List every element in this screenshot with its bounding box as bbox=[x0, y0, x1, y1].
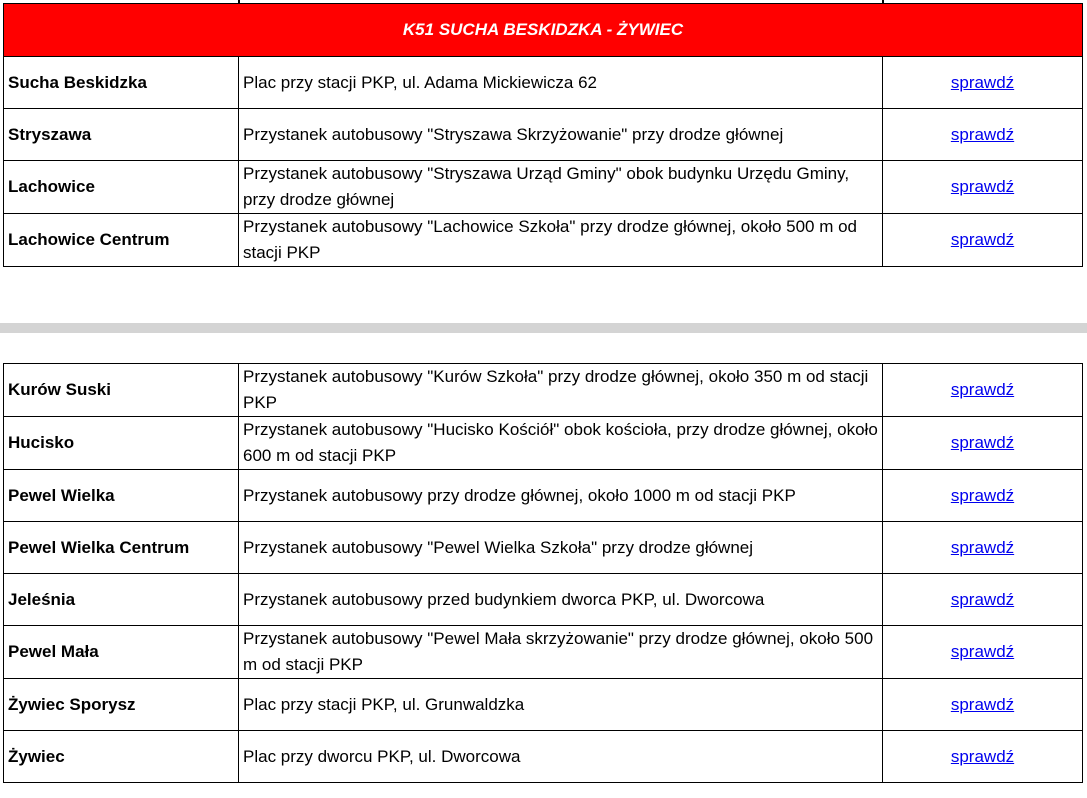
link-cell bbox=[883, 109, 1083, 161]
stop-name: Lachowice Centrum bbox=[4, 214, 239, 267]
check-link[interactable]: sprawdź bbox=[950, 380, 1015, 399]
table-row bbox=[4, 731, 1083, 783]
check-link[interactable]: sprawdź bbox=[950, 537, 1015, 557]
check-link[interactable]: sprawdź bbox=[950, 746, 1015, 766]
stop-description: Plac przy dworcu PKP, ul. Dworcowa bbox=[239, 731, 883, 783]
stop-name: Żywiec bbox=[4, 731, 239, 783]
table-row bbox=[4, 679, 1083, 731]
stop-description: Przystanek autobusowy "Pewel Wielka Szkoła" przy drodze głównej bbox=[239, 522, 883, 574]
check-link[interactable]: sprawdź bbox=[950, 589, 1015, 609]
stop-name: Stryszawa bbox=[4, 109, 239, 161]
stop-name: Kurów Suski bbox=[4, 364, 239, 417]
stop-name: Pewel Wielka bbox=[4, 470, 239, 522]
link-cell bbox=[883, 364, 1083, 417]
table-row bbox=[4, 364, 1083, 417]
link-cell bbox=[883, 161, 1083, 214]
section-divider bbox=[0, 323, 1087, 333]
stop-name: Sucha Beskidzka bbox=[4, 57, 239, 109]
stop-description: Przystanek autobusowy "Hucisko Kościół" obok kościoła, przy drodze głównej, około 600 m od stacji PKP bbox=[239, 417, 883, 470]
stop-description: Plac przy stacji PKP, ul. Grunwaldzka bbox=[239, 679, 883, 731]
link-cell bbox=[883, 57, 1083, 109]
check-link[interactable]: sprawdź bbox=[950, 485, 1015, 505]
link-cell bbox=[883, 626, 1083, 679]
stop-name: Lachowice bbox=[4, 161, 239, 214]
check-link[interactable]: sprawdź bbox=[950, 124, 1015, 144]
check-link[interactable]: sprawdź bbox=[950, 177, 1015, 196]
stop-description: Przystanek autobusowy "Stryszawa Skrzyżowanie" przy drodze głównej bbox=[239, 109, 883, 161]
route-title: K51 SUCHA BESKIDZKA - ŻYWIEC bbox=[4, 4, 1083, 57]
stop-description: Przystanek autobusowy "Pewel Mała skrzyżowanie" przy drodze głównej, około 500 m od stacji PKP bbox=[239, 626, 883, 679]
stop-name: Żywiec Sporysz bbox=[4, 679, 239, 731]
table-row bbox=[4, 161, 1083, 214]
route-header-row bbox=[4, 4, 1083, 57]
stops-table-bottom bbox=[3, 363, 1083, 783]
stop-description: Przystanek autobusowy "Stryszawa Urząd Gminy" obok budynku Urzędu Gminy, przy drodze głównej bbox=[239, 161, 883, 214]
link-cell bbox=[883, 522, 1083, 574]
table-row bbox=[4, 109, 1083, 161]
link-cell bbox=[883, 214, 1083, 267]
stop-name: Hucisko bbox=[4, 417, 239, 470]
check-link[interactable]: sprawdź bbox=[950, 230, 1015, 249]
check-link[interactable]: sprawdź bbox=[950, 642, 1015, 661]
table-row bbox=[4, 57, 1083, 109]
stop-name: Pewel Wielka Centrum bbox=[4, 522, 239, 574]
table-row bbox=[4, 626, 1083, 679]
table-row bbox=[4, 574, 1083, 626]
stop-description: Plac przy stacji PKP, ul. Adama Mickiewicza 62 bbox=[239, 57, 883, 109]
table-row bbox=[4, 214, 1083, 267]
stop-name: Pewel Mała bbox=[4, 626, 239, 679]
link-cell bbox=[883, 574, 1083, 626]
stop-name: Jeleśnia bbox=[4, 574, 239, 626]
stop-description: Przystanek autobusowy "Kurów Szkoła" przy drodze głównej, około 350 m od stacji PKP bbox=[239, 364, 883, 417]
link-cell bbox=[883, 470, 1083, 522]
check-link[interactable]: sprawdź bbox=[950, 72, 1015, 92]
table-row bbox=[4, 522, 1083, 574]
stop-description: Przystanek autobusowy przy drodze głównej, około 1000 m od stacji PKP bbox=[239, 470, 883, 522]
link-cell bbox=[883, 731, 1083, 783]
stops-table-top bbox=[3, 3, 1083, 267]
stop-description: Przystanek autobusowy "Lachowice Szkoła" przy drodze głównej, około 500 m od stacji PKP bbox=[239, 214, 883, 267]
check-link[interactable]: sprawdź bbox=[950, 694, 1015, 714]
link-cell bbox=[883, 679, 1083, 731]
stop-description: Przystanek autobusowy przed budynkiem dworca PKP, ul. Dworcowa bbox=[239, 574, 883, 626]
link-cell bbox=[883, 417, 1083, 470]
table-row bbox=[4, 417, 1083, 470]
check-link[interactable]: sprawdź bbox=[950, 433, 1015, 452]
table-row bbox=[4, 470, 1083, 522]
